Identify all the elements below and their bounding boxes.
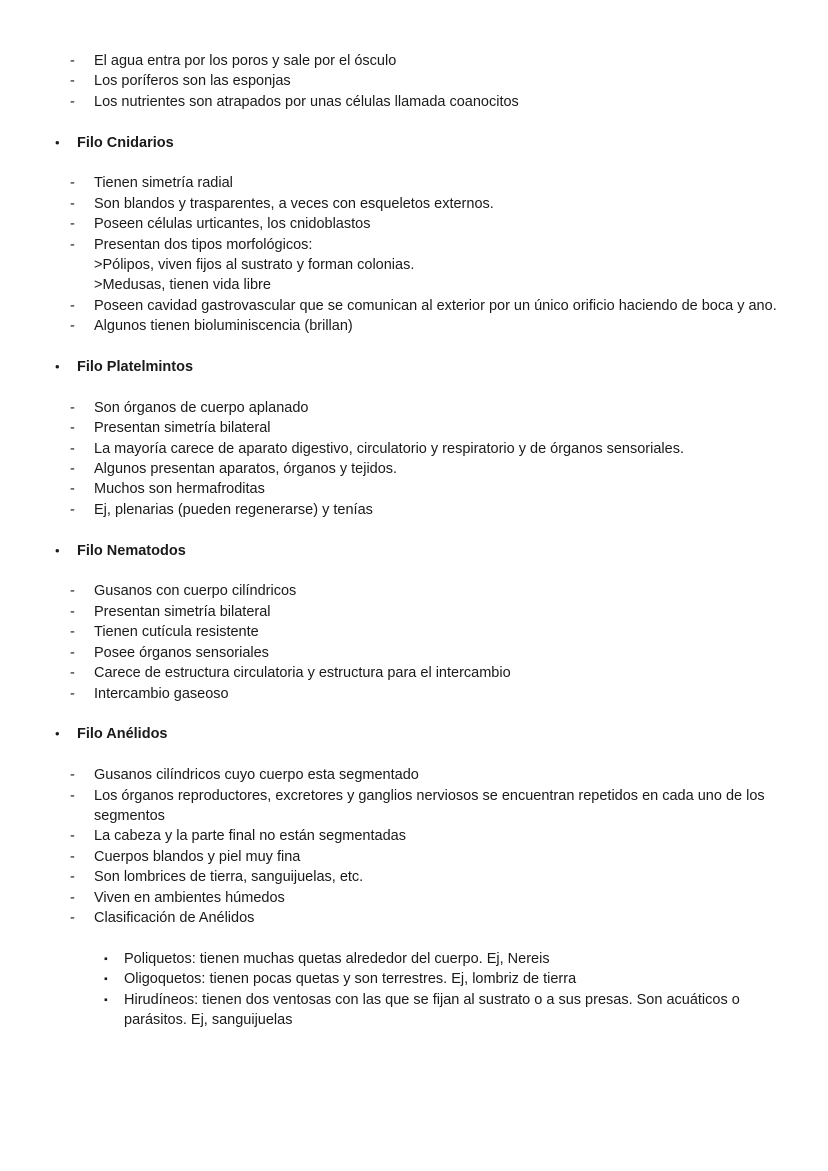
- dash-list: [70, 581, 782, 703]
- list-item-text: La mayoría carece de aparato digestivo, circulatorio y respiratorio y de órganos sensoriales.: [94, 440, 684, 457]
- list-item-text: La cabeza y la parte final no están segmentadas: [94, 828, 406, 845]
- list-item: [70, 235, 782, 255]
- list-item-text: Ej, plenarias (pueden regenerarse) y tenías: [94, 501, 373, 518]
- dash-marker: -: [70, 889, 75, 906]
- dash-marker: -: [70, 685, 75, 702]
- section-heading-text: Filo Platelmintos: [77, 359, 194, 376]
- dash-marker: -: [70, 195, 75, 212]
- dash-marker: -: [70, 297, 75, 314]
- list-item: [70, 439, 782, 459]
- section-heading: [55, 357, 782, 377]
- dash-marker: -: [70, 501, 75, 518]
- list-item-text: Presentan dos tipos morfológicos:: [94, 236, 313, 253]
- section-filo-nematodos: [55, 541, 782, 704]
- list-item-subline: [70, 275, 782, 295]
- square-bullet-icon: ▪: [104, 952, 108, 965]
- dash-list: [70, 765, 782, 928]
- dash-marker: -: [70, 53, 75, 69]
- list-item-text: Poseen células urticantes, los cnidoblastos: [94, 216, 371, 233]
- list-item-text: Gusanos cilíndricos cuyo cuerpo esta segmentado: [94, 767, 419, 784]
- list-item-text: Algunos tienen bioluminiscencia (brillan): [94, 318, 353, 335]
- dash-list: [70, 398, 782, 520]
- list-item: [70, 92, 782, 112]
- dash-marker: -: [70, 216, 75, 233]
- list-item-text: Gusanos con cuerpo cilíndricos: [94, 583, 297, 600]
- list-item-text: Son lombrices de tierra, sanguijuelas, etc.: [94, 869, 364, 886]
- list-item: [70, 51, 782, 71]
- list-item-text: Los nutrientes son atrapados por unas células llamada coanocitos: [94, 93, 519, 110]
- dash-marker: -: [70, 848, 75, 865]
- list-item: [70, 418, 782, 438]
- list-item-text: Poseen cavidad gastrovascular que se comunican al exterior por un único orificio haciendo de boca y ano.: [94, 297, 777, 314]
- dash-marker: -: [70, 175, 75, 192]
- square-bullet-icon: ▪: [104, 973, 108, 986]
- list-item: [70, 888, 782, 908]
- dash-marker: -: [70, 481, 75, 498]
- list-item: [70, 500, 782, 520]
- dash-marker: -: [70, 73, 75, 90]
- list-item: [70, 765, 782, 785]
- list-item-text: Tienen cutícula resistente: [94, 624, 259, 641]
- list-item: [70, 173, 782, 193]
- section-filo-cnidarios: [55, 133, 782, 337]
- dash-marker: -: [70, 318, 75, 335]
- list-item-text: Hirudíneos: tienen dos ventosas con las que se fijan al sustrato o a sus presas. Son acuáticos o parásitos. Ej, sanguijuelas: [124, 991, 740, 1028]
- list-item-text: Presentan simetría bilateral: [94, 603, 271, 620]
- dash-marker: -: [70, 624, 75, 641]
- dash-marker: -: [70, 869, 75, 886]
- list-item-text: Presentan simetría bilateral: [94, 420, 271, 437]
- section-heading-text: Filo Cnidarios: [77, 134, 174, 151]
- list-item: [70, 643, 782, 663]
- list-item: [70, 786, 782, 827]
- list-item-text: Tienen simetría radial: [94, 175, 233, 192]
- dash-marker: -: [70, 909, 75, 926]
- bullet-icon: •: [55, 542, 60, 558]
- list-item-text: Son blandos y trasparentes, a veces con esqueletos externos.: [94, 195, 494, 212]
- list-item: [70, 622, 782, 642]
- dash-marker: -: [70, 787, 75, 804]
- dash-marker: -: [70, 440, 75, 457]
- list-item: [70, 316, 782, 336]
- list-item-text: >Medusas, tienen vida libre: [94, 277, 271, 294]
- section-heading: [55, 724, 782, 744]
- section-heading: [55, 541, 782, 561]
- list-item: [70, 908, 782, 928]
- list-item: [70, 479, 782, 499]
- list-item-text: Viven en ambientes húmedos: [94, 889, 285, 906]
- dash-marker: -: [70, 828, 75, 845]
- bullet-icon: •: [55, 726, 60, 742]
- dash-marker: -: [70, 644, 75, 661]
- section-heading-text: Filo Nematodos: [77, 542, 186, 559]
- list-item-text: Intercambio gaseoso: [94, 685, 229, 702]
- section-filo-platelmintos: [55, 357, 782, 520]
- list-item-text: Algunos presentan aparatos, órganos y tejidos.: [94, 461, 398, 478]
- list-item: [70, 847, 782, 867]
- list-item-text: El agua entra por los poros y sale por el ósculo: [94, 53, 397, 69]
- dash-marker: -: [70, 93, 75, 110]
- section-heading: [55, 133, 782, 153]
- list-item-text: Poliquetos: tienen muchas quetas alrededor del cuerpo. Ej, Nereis: [124, 950, 550, 967]
- section-heading-text: Filo Anélidos: [77, 726, 168, 743]
- list-item-text: Cuerpos blandos y piel muy fina: [94, 848, 301, 865]
- dash-marker: -: [70, 603, 75, 620]
- list-item: [104, 969, 782, 989]
- dash-marker: -: [70, 461, 75, 478]
- dash-marker: -: [70, 399, 75, 416]
- list-item-text: Posee órganos sensoriales: [94, 644, 269, 661]
- dash-marker: -: [70, 420, 75, 437]
- intro-dash-list: [70, 51, 782, 112]
- list-item: [70, 194, 782, 214]
- list-item-text: Clasificación de Anélidos: [94, 909, 255, 926]
- list-item-text: >Pólipos, viven fijos al sustrato y forman colonias.: [94, 257, 415, 274]
- list-item: [70, 71, 782, 91]
- bullet-icon: •: [55, 134, 60, 150]
- list-item: [70, 684, 782, 704]
- list-item-text: Oligoquetos: tienen pocas quetas y son terrestres. Ej, lombriz de tierra: [124, 971, 577, 988]
- list-item: [70, 296, 782, 316]
- list-item: [70, 826, 782, 846]
- list-item-text: Son órganos de cuerpo aplanado: [94, 399, 309, 416]
- dash-marker: -: [70, 767, 75, 784]
- list-item: [70, 398, 782, 418]
- list-item: [70, 214, 782, 234]
- bullet-icon: •: [55, 359, 60, 375]
- list-item: [70, 867, 782, 887]
- list-item: [70, 581, 782, 601]
- list-item: [70, 663, 782, 683]
- list-item-text: Carece de estructura circulatoria y estructura para el intercambio: [94, 665, 511, 682]
- square-bullet-icon: ▪: [104, 993, 108, 1006]
- section-filo-anelidos: [55, 724, 782, 1030]
- square-bullet-list: [104, 949, 782, 1031]
- list-item-subline: [70, 255, 782, 275]
- list-item-text: Muchos son hermafroditas: [94, 481, 265, 498]
- dash-marker: -: [70, 665, 75, 682]
- list-item-text: Los poríferos son las esponjas: [94, 73, 291, 90]
- list-item-text: Los órganos reproductores, excretores y ganglios nerviosos se encuentran repetidos en cada uno de los segmentos: [94, 787, 765, 824]
- list-item: [104, 949, 782, 969]
- list-item: [70, 602, 782, 622]
- list-item: [104, 990, 782, 1031]
- dash-marker: -: [70, 236, 75, 253]
- list-item: [70, 459, 782, 479]
- dash-marker: -: [70, 583, 75, 600]
- dash-list: [70, 173, 782, 336]
